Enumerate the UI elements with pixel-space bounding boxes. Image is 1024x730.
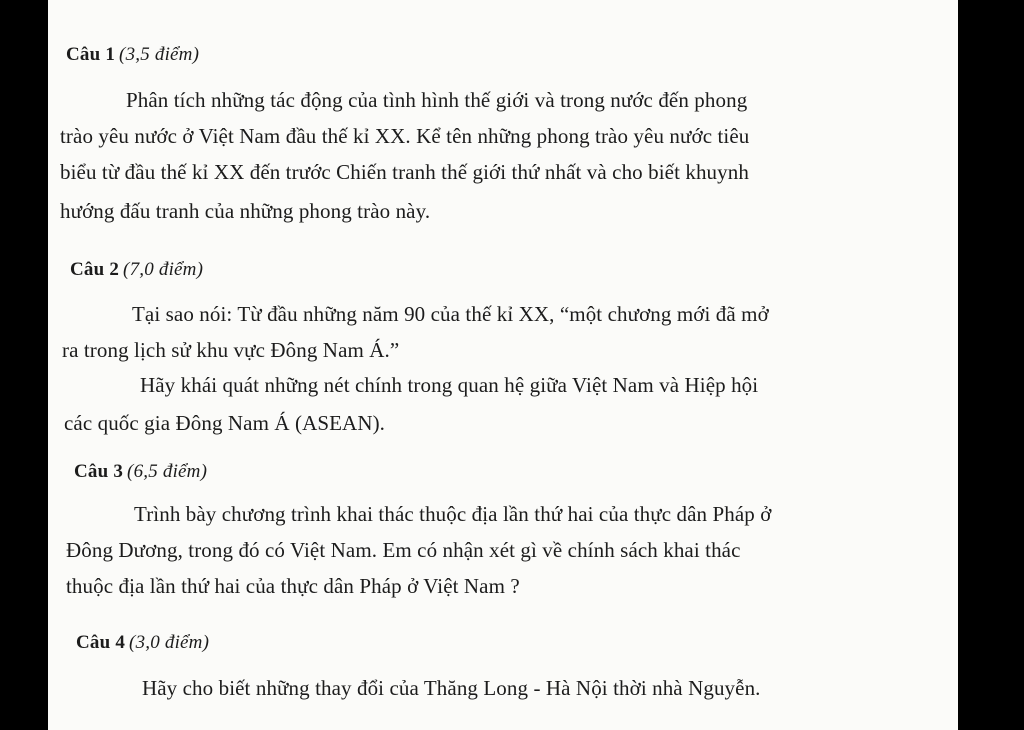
question-1-points: (3,5 điểm) — [119, 44, 200, 65]
question-2-heading — [70, 259, 203, 281]
question-3-points: (6,5 điểm) — [127, 461, 208, 482]
question-2-label: Câu 2 — [70, 259, 120, 280]
question-3-label: Câu 3 — [74, 461, 124, 482]
question-2-line-1: Tại sao nói: Từ đầu những năm 90 của thế kỉ XX, “một chương mới đã mở — [132, 302, 769, 326]
question-4-label: Câu 4 — [76, 632, 126, 653]
question-4-heading — [76, 632, 209, 654]
question-1-line-2: trào yêu nước ở Việt Nam đầu thế kỉ XX. Kể tên những phong trào yêu nước tiêu — [60, 124, 750, 148]
question-4-line-1: Hãy cho biết những thay đổi của Thăng Long - Hà Nội thời nhà Nguyễn. — [142, 676, 761, 700]
exam-page — [48, 0, 958, 730]
question-4-points: (3,0 điểm) — [129, 632, 210, 653]
question-1-heading — [66, 44, 199, 66]
question-3-line-2: Đông Dương, trong đó có Việt Nam. Em có nhận xét gì về chính sách khai thác — [66, 538, 741, 562]
question-2-line-2: ra trong lịch sử khu vực Đông Nam Á.” — [62, 338, 400, 362]
question-2-line-3: Hãy khái quát những nét chính trong quan hệ giữa Việt Nam và Hiệp hội — [140, 373, 759, 397]
question-1-line-4: hướng đấu tranh của những phong trào này. — [60, 199, 431, 223]
question-2-points: (7,0 điểm) — [123, 259, 204, 280]
question-1-label: Câu 1 — [66, 44, 116, 65]
question-2-line-4: các quốc gia Đông Nam Á (ASEAN). — [64, 411, 386, 435]
question-3-heading — [74, 461, 207, 483]
question-1-line-1: Phân tích những tác động của tình hình thế giới và trong nước đến phong — [126, 88, 748, 112]
question-3-line-3: thuộc địa lần thứ hai của thực dân Pháp ở Việt Nam ? — [66, 574, 520, 598]
question-1-line-3: biểu từ đầu thế kỉ XX đến trước Chiến tranh thế giới thứ nhất và cho biết khuynh — [60, 160, 749, 184]
question-3-line-1: Trình bày chương trình khai thác thuộc địa lần thứ hai của thực dân Pháp ở — [134, 502, 772, 526]
